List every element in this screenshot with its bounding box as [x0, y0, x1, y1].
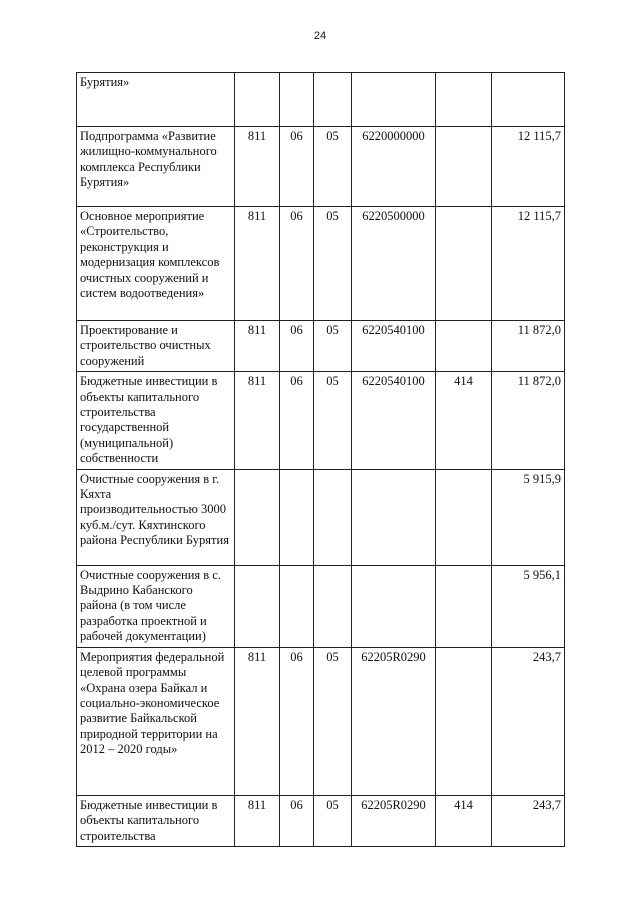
- section-code-cell: 06: [280, 321, 314, 372]
- table-row: [77, 647, 565, 795]
- amount-cell: 12 115,7: [492, 127, 565, 207]
- target-code-cell: [352, 565, 436, 647]
- section-code-cell: 06: [280, 647, 314, 795]
- amount-cell: 11 872,0: [492, 372, 565, 469]
- target-code-cell: [352, 469, 436, 565]
- expense-type-cell: [436, 73, 492, 127]
- subsection-code-cell: 05: [314, 647, 352, 795]
- table-row: [77, 321, 565, 372]
- section-code-cell: 06: [280, 127, 314, 207]
- table-row: [77, 795, 565, 846]
- target-code-cell: 6220000000: [352, 127, 436, 207]
- ministry-code-cell: 811: [235, 647, 280, 795]
- amount-cell: [492, 73, 565, 127]
- amount-cell: 243,7: [492, 647, 565, 795]
- ministry-code-cell: 811: [235, 795, 280, 846]
- section-code-cell: 06: [280, 372, 314, 469]
- table-row: [77, 469, 565, 565]
- ministry-code-cell: [235, 73, 280, 127]
- amount-cell: 5 956,1: [492, 565, 565, 647]
- subsection-code-cell: 05: [314, 321, 352, 372]
- expense-type-cell: 414: [436, 372, 492, 469]
- ministry-code-cell: [235, 565, 280, 647]
- section-code-cell: 06: [280, 795, 314, 846]
- expense-type-cell: [436, 321, 492, 372]
- target-code-cell: 62205R0290: [352, 647, 436, 795]
- table-row: [77, 372, 565, 469]
- table-row: [77, 73, 565, 127]
- row-name-cell: Проектирование и строительство очистных сооружений: [77, 321, 235, 372]
- expense-type-cell: [436, 565, 492, 647]
- table-row: [77, 127, 565, 207]
- subsection-code-cell: 05: [314, 795, 352, 846]
- target-code-cell: 6220500000: [352, 207, 436, 321]
- amount-cell: 243,7: [492, 795, 565, 846]
- subsection-code-cell: [314, 73, 352, 127]
- expense-type-cell: [436, 647, 492, 795]
- amount-cell: 5 915,9: [492, 469, 565, 565]
- section-code-cell: [280, 565, 314, 647]
- ministry-code-cell: 811: [235, 321, 280, 372]
- table-row: [77, 207, 565, 321]
- ministry-code-cell: [235, 469, 280, 565]
- expense-type-cell: [436, 469, 492, 565]
- row-name-cell: Мероприятия федеральной целевой программы «Охрана озера Байкал и социально-экономическое развитие Байкальской природной территории на 2012 – 2020 годы»: [77, 647, 235, 795]
- target-code-cell: [352, 73, 436, 127]
- target-code-cell: 6220540100: [352, 321, 436, 372]
- subsection-code-cell: [314, 565, 352, 647]
- row-name-cell: Бюджетные инвестиции в объекты капитального строительства государственной (муниципальной) собственности: [77, 372, 235, 469]
- section-code-cell: 06: [280, 207, 314, 321]
- section-code-cell: [280, 469, 314, 565]
- subsection-code-cell: 05: [314, 127, 352, 207]
- page-number: 24: [313, 30, 327, 42]
- budget-table: [76, 72, 565, 847]
- row-name-cell: Бюджетные инвестиции в объекты капитального строительства: [77, 795, 235, 846]
- subsection-code-cell: 05: [314, 372, 352, 469]
- section-code-cell: [280, 73, 314, 127]
- amount-cell: 12 115,7: [492, 207, 565, 321]
- row-name-cell: Очистные сооружения в с. Выдрино Кабанского района (в том числе разработка проектной и рабочей документации): [77, 565, 235, 647]
- expense-type-cell: [436, 127, 492, 207]
- row-name-cell: Бурятия»: [77, 73, 235, 127]
- target-code-cell: 6220540100: [352, 372, 436, 469]
- row-name-cell: Очистные сооружения в г. Кяхта производительностью 3000 куб.м./сут. Кяхтинского района Республики Бурятия: [77, 469, 235, 565]
- expense-type-cell: [436, 207, 492, 321]
- target-code-cell: 62205R0290: [352, 795, 436, 846]
- expense-type-cell: 414: [436, 795, 492, 846]
- subsection-code-cell: 05: [314, 207, 352, 321]
- table-row: [77, 565, 565, 647]
- subsection-code-cell: [314, 469, 352, 565]
- row-name-cell: Основное мероприятие «Строительство, реконструкция и модернизация комплексов очистных сооружений и систем водоотведения»: [77, 207, 235, 321]
- ministry-code-cell: 811: [235, 372, 280, 469]
- amount-cell: 11 872,0: [492, 321, 565, 372]
- row-name-cell: Подпрограмма «Развитие жилищно-коммунального комплекса Республики Бурятия»: [77, 127, 235, 207]
- ministry-code-cell: 811: [235, 127, 280, 207]
- ministry-code-cell: 811: [235, 207, 280, 321]
